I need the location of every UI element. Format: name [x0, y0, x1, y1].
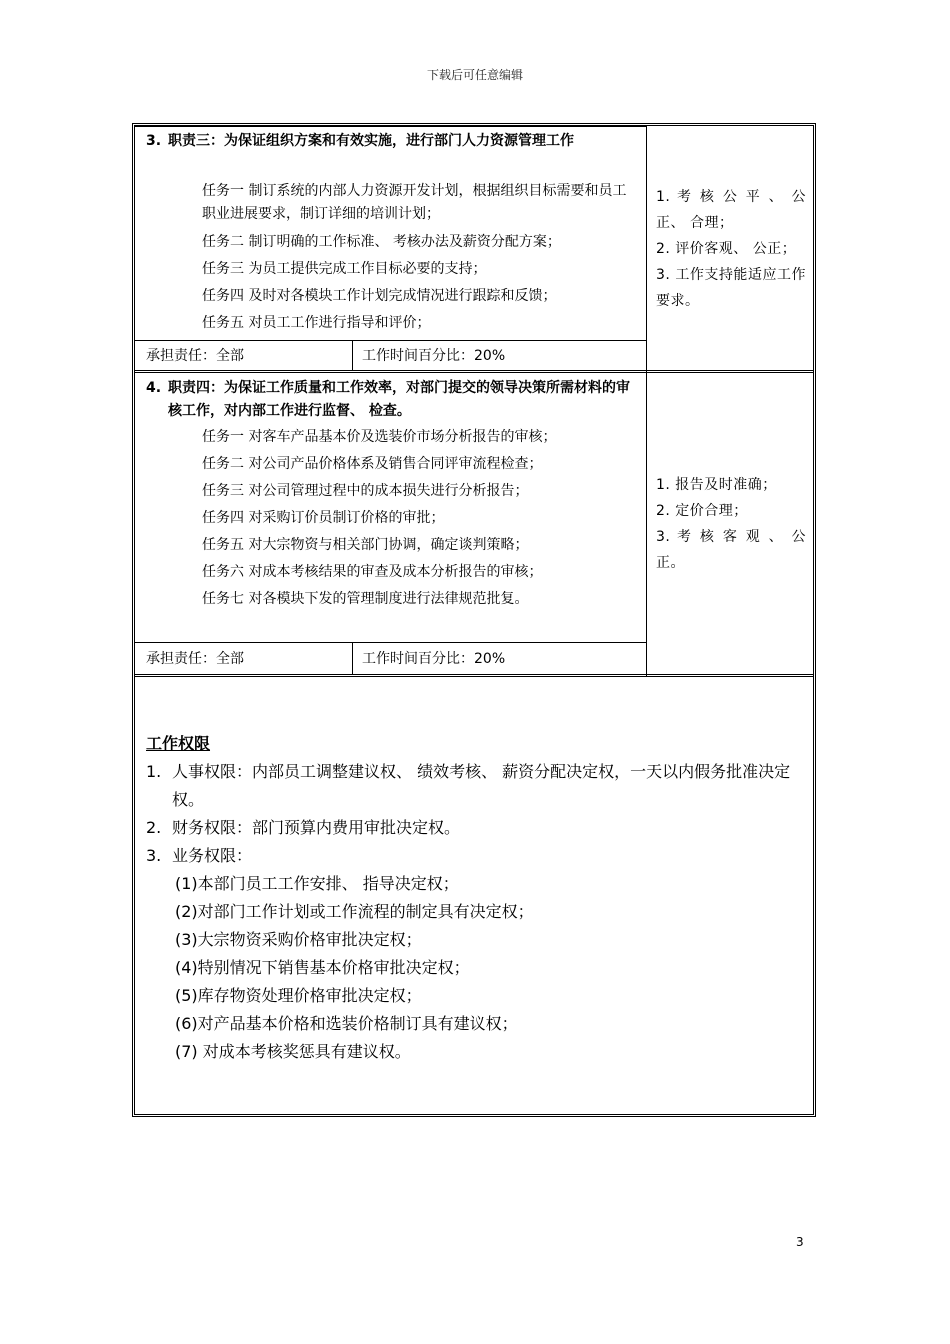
duty4-task-5: 任务五 对大宗物资与相关部门协调，确定谈判策略； — [202, 537, 529, 553]
authority-item-2: 2. 财务权限：部门预算内费用审批决定权。 — [146, 818, 461, 837]
duty3-number: 3. — [146, 133, 162, 149]
authority-sub-item-7: (7) 对成本考核奖惩具有建议权。 — [175, 1042, 411, 1061]
authority-title: 工作权限 — [146, 734, 211, 753]
duty4-task-7: 任务七 对各模块下发的管理制度进行法律规范批复。 — [202, 591, 529, 607]
section-divider-rule — [135, 674, 813, 677]
duty4-responsibility: 承担责任：全部 — [146, 651, 244, 667]
authority-item-1: 1. 人事权限：内部员工调整建议权、 绩效考核、 薪资分配决定权，一天以内假务批准决定权。 — [146, 762, 791, 809]
authority-sub-item-2: (2)对部门工作计划或工作流程的制定具有决定权； — [175, 902, 534, 921]
duty3-task-3: 任务三 为员工提供完成工作目标必要的支持； — [202, 261, 487, 277]
duty4-footer-divider — [352, 642, 353, 674]
duty3-title-text: 职责三：为保证组织方案和有效实施，进行部门人力资源管理工作 — [168, 133, 574, 149]
authority-sub-item-5: (5)库存物资处理价格审批决定权； — [175, 986, 422, 1005]
authority-sub-item-6: (6)对产品基本价格和选装价格制订具有建议权； — [175, 1014, 518, 1033]
authority-sub-item-1: (1)本部门员工工作安排、 指导决定权； — [175, 874, 459, 893]
duty-separator-rule — [135, 370, 814, 373]
column-divider — [646, 125, 647, 676]
duty3-task-4: 任务四 及时对各模块工作计划完成情况进行跟踪和反馈； — [202, 288, 557, 304]
duty4-title — [146, 377, 640, 423]
duty3-time-percent: 工作时间百分比：20% — [362, 348, 506, 364]
duty4-time-percent: 工作时间百分比：20% — [362, 651, 506, 667]
duty4-task-3: 任务三 对公司管理过程中的成本损失进行分析报告； — [202, 483, 529, 499]
duty4-task-1: 任务一 对客车产品基本价及选装价市场分析报告的审核； — [202, 429, 557, 445]
duty4-title-text: 职责四：为保证工作质量和工作效率，对部门提交的领导决策所需材料的审核工作，对内部工作进行监督、 检查。 — [168, 380, 630, 419]
authority-item-3: 3. 业务权限： — [146, 846, 253, 865]
duty3-title — [146, 130, 640, 153]
duty4-requirements — [656, 472, 806, 576]
authority-sub-item-4: (4)特别情况下销售基本价格审批决定权； — [175, 958, 470, 977]
duty4-task-4: 任务四 对采购订价员制订价格的审批； — [202, 510, 445, 526]
duty3-footer-rule — [135, 340, 646, 341]
duty3-requirement-1: 1. 考 核 公 平 、 公正、 合理； — [656, 189, 806, 231]
duty3-task-2: 任务二 制订明确的工作标准、 考核办法及薪资分配方案； — [202, 234, 561, 250]
duty3-responsibility: 承担责任：全部 — [146, 348, 244, 364]
duty3-requirement-3: 3. 工作支持能适应工作要求。 — [656, 267, 806, 309]
duty3-footer-divider — [352, 340, 353, 370]
duty3-requirements — [656, 184, 806, 314]
duty4-number: 4. — [146, 380, 162, 396]
duty3-task-5: 任务五 对员工工作进行指导和评价； — [202, 315, 431, 331]
duty4-task-6: 任务六 对成本考核结果的审查及成本分析报告的审核； — [202, 564, 543, 580]
duty4-requirement-2: 2. 定价合理； — [656, 503, 748, 519]
duty4-requirement-3: 3. 考 核 客 观 、 公正。 — [656, 529, 806, 571]
duty3-task-1: 任务一 制订系统的内部人力资源开发计划，根据组织目标需要和员工职业进展要求，制订详细的培训计划； — [202, 183, 627, 222]
table-top-rule — [135, 125, 646, 127]
duty4-footer-rule — [135, 642, 646, 643]
header-note: 下载后可任意编辑 — [426, 68, 523, 82]
authority-sub-item-3: (3)大宗物资采购价格审批决定权； — [175, 930, 422, 949]
duty4-requirement-1: 1. 报告及时准确； — [656, 477, 777, 493]
duty4-task-2: 任务二 对公司产品价格体系及销售合同评审流程检查； — [202, 456, 543, 472]
duty3-requirement-2: 2. 评价客观、 公正； — [656, 241, 797, 257]
page-number: 3 — [796, 1235, 804, 1249]
